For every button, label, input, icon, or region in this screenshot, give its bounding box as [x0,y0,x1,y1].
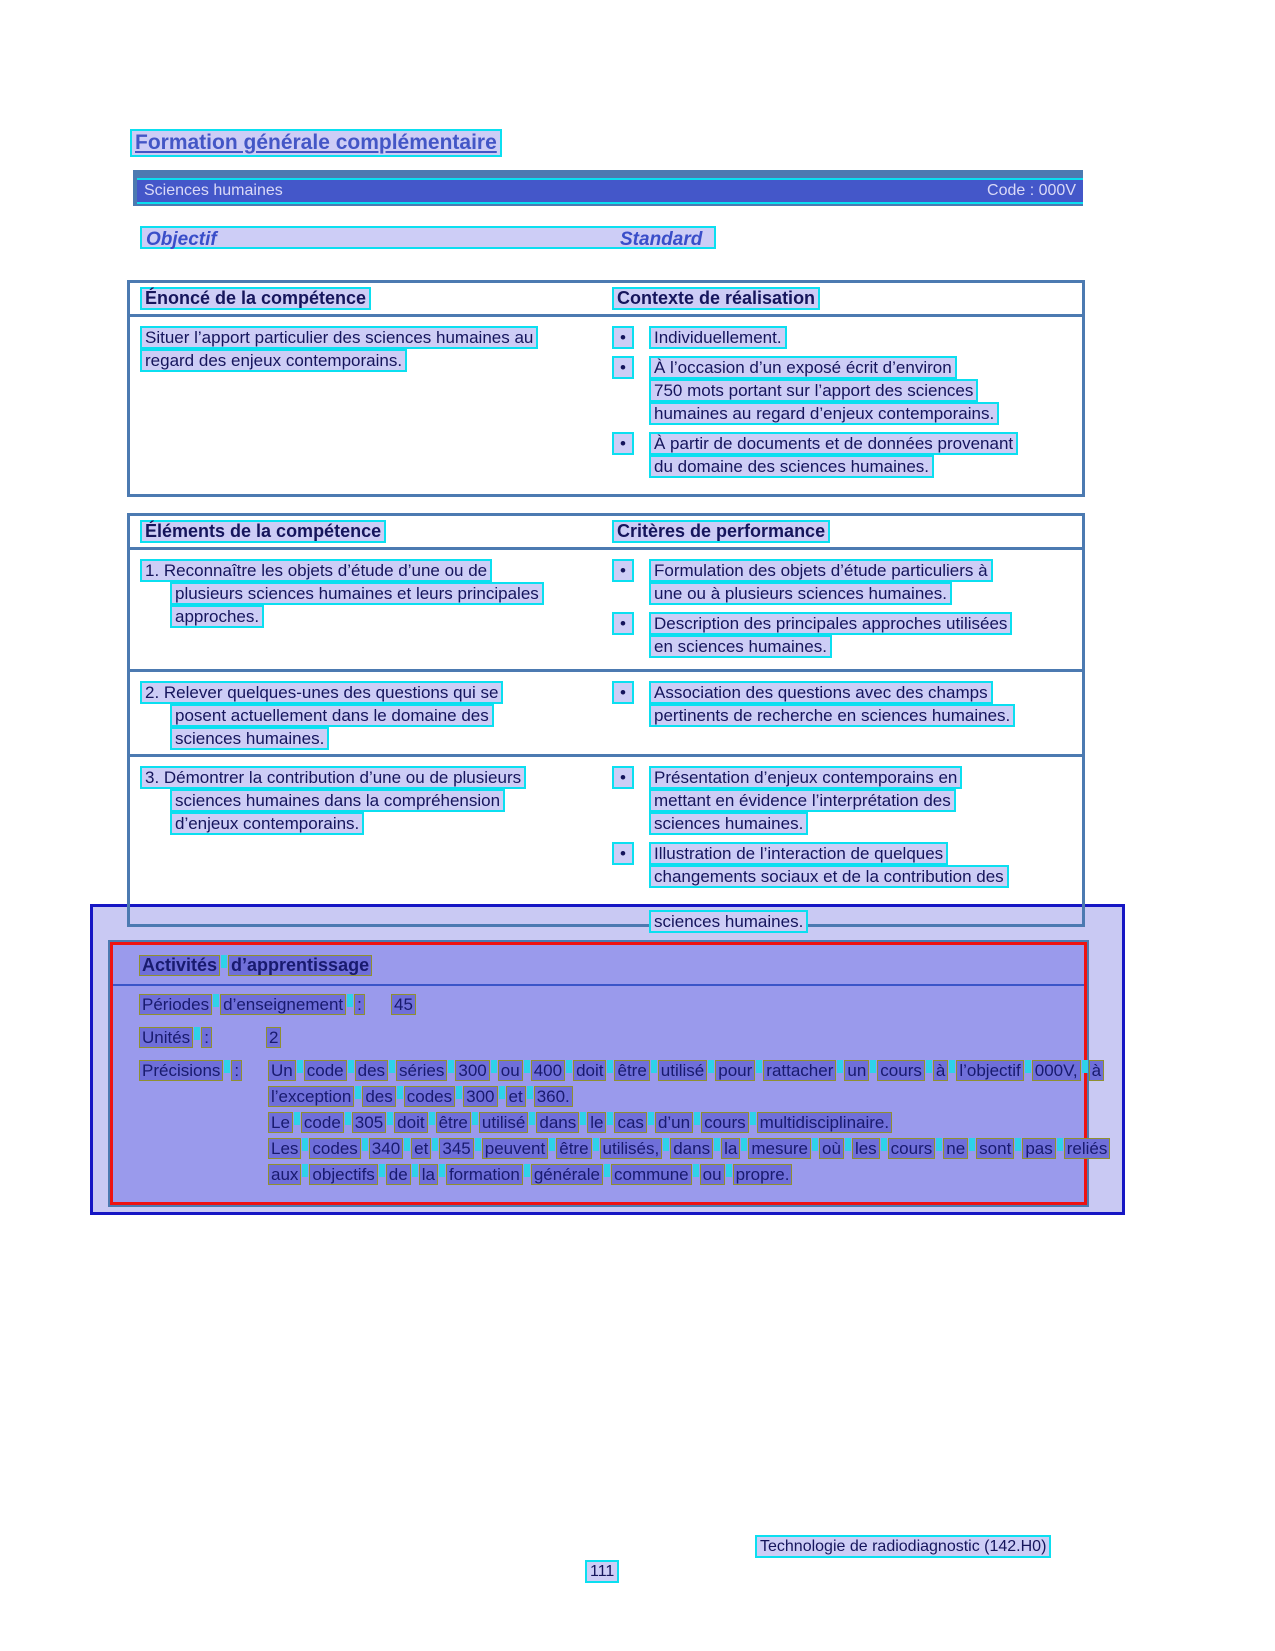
word-highlight: ne [943,1138,968,1159]
word-highlight: 300 [463,1086,497,1107]
word-highlight: : [231,1060,242,1081]
word-gap-marker [845,1138,851,1151]
word-highlight: Précisions [139,1060,223,1081]
element-cell [140,681,612,750]
critere-cell [612,766,1082,940]
word-highlight: pas [1022,1138,1055,1159]
word-highlight: Les [268,1138,301,1159]
text-line: 3. Démontrer la contribution d’une ou de plusieurs [140,766,526,789]
bullet-icon: • [612,766,634,789]
word-gap-marker [499,1086,505,1099]
word-highlight: codes [404,1086,455,1107]
contexte-cell [612,326,1082,493]
word-highlight: d’enseignement [220,994,346,1015]
word-highlight: commune [611,1164,692,1185]
word-gap-marker [345,1112,351,1125]
text-line: une ou à plusieurs sciences humaines. [649,582,952,605]
text-line: plusieurs sciences humaines et leurs principales [170,582,544,605]
text-line: 750 mots portant sur l’apport des sciences [649,379,978,402]
word-gap-marker [448,1060,454,1073]
footer-program-text: Technologie de radiodiagnostic (142.H0) [755,1535,1051,1558]
word-highlight: générale [531,1164,603,1185]
text-line: À partir de documents et de données provenant [649,432,1018,455]
list-item [612,766,1082,835]
word-gap-marker [693,1164,699,1177]
word-gap-marker [379,1164,385,1177]
word-gap-marker [297,1060,303,1073]
word-gap-marker [756,1060,762,1073]
word-gap-marker [566,1060,572,1073]
word-highlight: utilisé [479,1112,528,1133]
periodes-field [139,994,1084,1019]
word-gap-marker [491,1060,497,1073]
word-highlight: 000V, [1032,1060,1081,1081]
word-gap-marker [472,1112,478,1125]
word-highlight: pour [715,1060,755,1081]
activites-title [139,955,372,975]
footer-page-number [585,1560,619,1583]
word-highlight: le [587,1112,606,1133]
word-highlight: cours [701,1112,749,1133]
competence-table-row [130,317,1082,497]
text-line: regard des enjeux contemporains. [140,349,407,372]
list-item [612,432,1082,478]
word-gap-marker [651,1060,657,1073]
word-gap-marker [348,1060,354,1073]
list-item [612,681,1082,727]
text-line: mettant en évidence l’interprétation des [649,789,956,812]
activites-title-row [113,945,1084,986]
periodes-value [391,994,416,1015]
word-gap-marker [604,1164,610,1177]
word-gap-marker [949,1060,955,1073]
code-label: Code : 000V [987,182,1076,199]
word-gap-marker [694,1112,700,1125]
word-gap-marker [294,1112,300,1125]
word-gap-marker [1015,1138,1021,1151]
word-highlight: un [844,1060,869,1081]
word-highlight: l’objectif [956,1060,1023,1081]
periodes-label [139,994,365,1014]
criteres-header: Critères de performance [612,520,830,543]
word-highlight: ou [498,1060,523,1081]
word-highlight: séries [396,1060,447,1081]
word-highlight: être [436,1112,471,1133]
word-gap-marker [387,1112,393,1125]
text-line: Formulation des objets d’étude particuliers à [649,559,993,582]
document-title-text: Formation générale complémentaire [130,129,502,157]
text-line: posent actuellement dans le domaine des [170,704,494,727]
unites-field [139,1027,1084,1052]
word-gap-marker [663,1138,669,1151]
word-gap-marker [580,1112,586,1125]
word-gap-marker [607,1060,613,1073]
word-highlight: formation [446,1164,523,1185]
list-item [612,842,1082,933]
critere-cell [612,559,1082,665]
word-gap-marker [224,1060,230,1073]
word-gap-marker [221,955,227,968]
word-highlight: l’exception [268,1086,354,1107]
word-highlight: : [201,1027,212,1048]
word-gap-marker [389,1060,395,1073]
enonce-header: Énoncé de la compétence [140,287,371,310]
word-gap-marker [397,1086,403,1099]
word-gap-marker [213,994,219,1007]
word-highlight: d’un [655,1112,693,1133]
word-highlight: cours [877,1060,925,1081]
word-gap-marker [529,1112,535,1125]
table-row [130,757,1082,944]
enonce-cell [140,326,612,493]
text-line: d’enjeux contemporains. [170,812,364,835]
word-highlight: sont [976,1138,1014,1159]
objectif-label: Objectif [146,229,217,250]
word-highlight: mesure [748,1138,811,1159]
word-gap-marker [355,1086,361,1099]
text-line [268,1112,1110,1136]
word-highlight: reliés [1064,1138,1111,1159]
word-highlight: 305 [352,1112,386,1133]
bullet-icon: • [612,326,634,349]
word-gap-marker [870,1060,876,1073]
word-gap-marker [456,1086,462,1099]
text-line: Illustration de l’interaction de quelques [649,842,948,865]
bullet-icon: • [612,681,634,704]
word-gap-marker [1025,1060,1031,1073]
word-gap-marker [549,1138,555,1151]
word-highlight: code [301,1112,344,1133]
word-gap-marker [607,1112,613,1125]
word-highlight: Le [268,1112,293,1133]
word-gap-marker [302,1138,308,1151]
word-highlight: être [556,1138,591,1159]
bullet-icon: • [612,612,634,635]
word-highlight: et [411,1138,431,1159]
word-gap-marker [429,1112,435,1125]
word-gap-marker [926,1060,932,1073]
word-highlight: Périodes [139,994,212,1015]
discipline-label: Sciences humaines [144,182,283,199]
text-line: sciences humaines dans la compréhension [170,789,505,812]
text-line: du domaine des sciences humaines. [649,455,934,478]
precisions-text [268,1060,1110,1190]
word-highlight: peuvent [482,1138,549,1159]
word-gap-marker [362,1138,368,1151]
activites-box [108,940,1108,1207]
critere-cell [612,681,1082,750]
elements-table-header [130,516,1082,550]
word-gap-marker [812,1138,818,1151]
word-gap-marker [708,1060,714,1073]
word-highlight: ou [700,1164,725,1185]
text-line: Association des questions avec des champs [649,681,993,704]
word-gap-marker [726,1164,732,1177]
element-cell [140,559,612,665]
word-highlight: 400 [531,1060,565,1081]
word-highlight: 345 [439,1138,473,1159]
document-title [130,129,502,157]
word-highlight: codes [309,1138,360,1159]
section-banner-highlight [137,178,1083,204]
word-gap-marker [837,1060,843,1073]
word-highlight: 2 [266,1027,281,1048]
word-highlight: Activités [139,955,220,976]
unites-label [139,1027,212,1047]
text-line: Individuellement. [649,326,787,349]
word-highlight: dans [536,1112,579,1133]
bullet-icon: • [612,356,634,379]
objectif-standard-bar [140,226,716,249]
word-highlight: des [362,1086,395,1107]
footer-program [755,1535,1051,1558]
text-line [268,1164,1110,1188]
list-item [612,559,1082,605]
elements-header: Éléments de la compétence [140,520,386,543]
word-highlight: la [721,1138,740,1159]
word-highlight: 300 [455,1060,489,1081]
word-highlight: utilisé [658,1060,707,1081]
word-gap-marker [439,1164,445,1177]
word-gap-marker [404,1138,410,1151]
section-banner [133,170,1083,206]
text-line: changements sociaux et de la contribution des [649,865,1009,888]
word-highlight: : [354,994,365,1015]
word-highlight: les [852,1138,880,1159]
word-gap-marker [741,1138,747,1151]
word-highlight: 360. [534,1086,573,1107]
elements-table [127,513,1085,931]
text-line: sciences humaines. [649,910,808,933]
text-line: humaines au regard d’enjeux contemporains. [649,402,999,425]
element-cell [140,766,612,940]
text-line: approches. [170,605,264,628]
text-line: Description des principales approches utilisées [649,612,1012,635]
table-row [130,550,1082,672]
word-highlight: cours [888,1138,936,1159]
table-row [130,672,1082,757]
word-highlight: et [506,1086,526,1107]
word-gap-marker [527,1086,533,1099]
word-highlight: cas [614,1112,646,1133]
word-highlight: de [386,1164,411,1185]
text-line [268,1086,1110,1110]
word-gap-marker [881,1138,887,1151]
text-line [268,1138,1110,1162]
competence-table-header [130,283,1082,317]
word-highlight: objectifs [309,1164,377,1185]
word-highlight: utilisés, [600,1138,663,1159]
text-line: 1. Reconnaître les objets d’étude d’une ou de [140,559,492,582]
word-gap-marker [524,1060,530,1073]
word-gap-marker [593,1138,599,1151]
text-line: À l’occasion d’un exposé écrit d’environ [649,356,957,379]
word-highlight: multidisciplinaire. [757,1112,892,1133]
word-gap-marker [1057,1138,1063,1151]
list-item [612,326,1082,349]
text-line: sciences humaines. [649,812,808,835]
word-highlight: Un [268,1060,296,1081]
text-line: en sciences humaines. [649,635,832,658]
word-gap-marker [432,1138,438,1151]
precisions-field [139,1060,1108,1190]
word-highlight: à [1089,1060,1104,1081]
word-gap-marker [475,1138,481,1151]
text-line: sciences humaines. [170,727,329,750]
word-highlight: d’apprentissage [228,955,372,976]
precisions-label [139,1060,268,1190]
word-highlight: Unités [139,1027,193,1048]
word-highlight: être [614,1060,649,1081]
activites-red-frame [110,942,1108,1205]
contexte-header: Contexte de réalisation [612,287,820,310]
standard-label: Standard [620,229,703,250]
word-highlight: aux [268,1164,301,1185]
text-line: Situer l’apport particulier des sciences humaines au [140,326,538,349]
word-highlight: des [355,1060,388,1081]
word-highlight: 340 [369,1138,403,1159]
list-item [612,356,1082,425]
bullet-icon: • [612,842,634,865]
word-highlight: propre. [733,1164,793,1185]
word-gap-marker [302,1164,308,1177]
word-gap-marker [648,1112,654,1125]
word-gap-marker [194,1027,200,1040]
word-gap-marker [412,1164,418,1177]
word-highlight: code [304,1060,347,1081]
word-highlight: la [419,1164,438,1185]
bullet-icon: • [612,432,634,455]
word-highlight: rattacher [763,1060,836,1081]
competence-table [127,280,1085,497]
text-line: 2. Relever quelques-unes des questions qui se [140,681,503,704]
unites-value [266,1027,281,1048]
word-gap-marker [969,1138,975,1151]
bullet-icon: • [612,559,634,582]
word-highlight: doit [394,1112,427,1133]
text-line [268,1060,1110,1084]
text-line: Présentation d’enjeux contemporains en [649,766,962,789]
word-highlight: à [933,1060,948,1081]
word-gap-marker [524,1164,530,1177]
word-highlight: dans [670,1138,713,1159]
list-item [612,612,1082,658]
word-gap-marker [714,1138,720,1151]
word-highlight: où [819,1138,844,1159]
word-gap-marker [936,1138,942,1151]
word-gap-marker [750,1112,756,1125]
word-highlight: doit [573,1060,606,1081]
footer-page-number-text: 111 [585,1560,619,1583]
text-line: pertinents de recherche en sciences humaines. [649,704,1015,727]
word-highlight: 45 [391,994,416,1015]
word-gap-marker [347,994,353,1007]
word-gap-marker [1082,1060,1088,1073]
